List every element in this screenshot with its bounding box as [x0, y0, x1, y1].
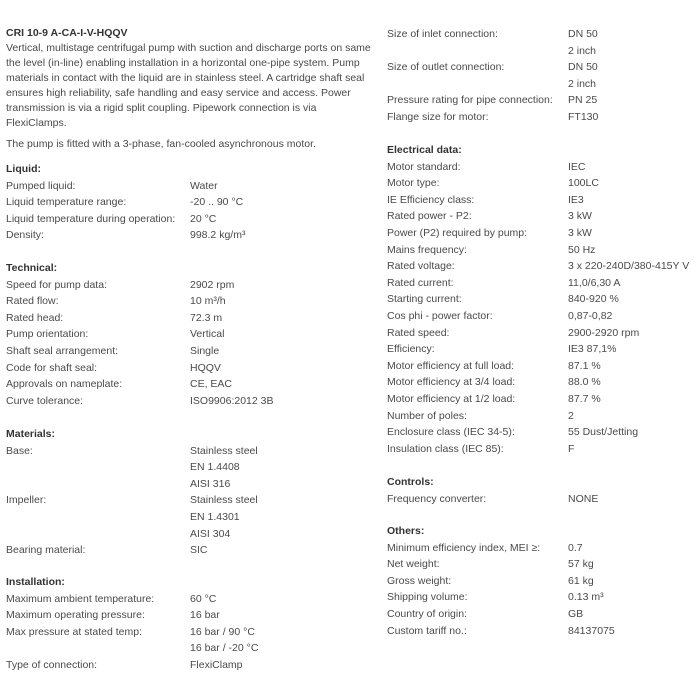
spec-row — [387, 589, 697, 606]
spec-value: PN 25 — [568, 94, 598, 107]
spec-label: Pumped liquid: — [6, 179, 76, 192]
spec-value: 20 °C — [190, 212, 217, 225]
spec-value: Stainless steel — [190, 494, 258, 507]
spec-row — [387, 408, 697, 425]
spec-value: 3 x 220-240D/380-415Y V — [568, 260, 690, 273]
installation-section-title: Installation: — [6, 576, 65, 588]
spec-value: 55 Dust/Jetting — [568, 426, 639, 439]
spec-label: Liquid temperature during operation: — [6, 212, 176, 225]
spec-value-group — [190, 624, 378, 657]
electrical-section-title: Electrical data: — [387, 144, 462, 156]
spec-value: 0.13 m³ — [568, 591, 604, 604]
liquid-section-title: Liquid: — [6, 163, 41, 175]
spec-row — [6, 624, 378, 657]
spec-value: IE3 — [568, 193, 584, 206]
spec-value: EN 1.4301 — [190, 510, 240, 523]
spec-row — [6, 542, 378, 559]
spec-label: Motor efficiency at 1/2 load: — [387, 392, 516, 405]
spec-label: Net weight: — [387, 558, 440, 571]
spec-row — [387, 258, 697, 275]
spec-label: Rated head: — [6, 311, 64, 324]
spec-value: DN 50 — [568, 61, 598, 74]
spec-value: 72.3 m — [190, 311, 223, 324]
spec-value: Vertical — [190, 328, 225, 341]
installation-section — [6, 574, 378, 674]
spec-value: 87.1 % — [568, 359, 601, 372]
spec-value: SIC — [190, 544, 208, 557]
spec-label: Max pressure at stated temp: — [6, 625, 142, 638]
spec-value-group — [568, 26, 697, 59]
spec-label: Motor efficiency at full load: — [387, 359, 515, 372]
spec-row — [6, 443, 378, 493]
spec-row — [6, 178, 378, 195]
spec-label: Flange size for motor: — [387, 110, 489, 123]
spec-label: Motor type: — [387, 177, 440, 190]
spec-value: AISI 316 — [190, 477, 231, 490]
spec-row — [6, 657, 378, 674]
materials-section-title: Materials: — [6, 428, 56, 440]
spec-value: Single — [190, 344, 220, 357]
spec-label: Pump orientation: — [6, 328, 89, 341]
spec-value: 2 — [568, 409, 574, 422]
spec-row — [6, 326, 378, 343]
spec-label: Shipping volume: — [387, 591, 468, 604]
spec-value: CE, EAC — [190, 378, 233, 391]
spec-value: 2902 rpm — [190, 278, 235, 291]
spec-row — [6, 492, 378, 542]
spec-value: 16 bar / 90 °C — [190, 625, 255, 638]
spec-row — [387, 242, 697, 259]
spec-value: FlexiClamp — [190, 658, 243, 671]
spec-row — [6, 591, 378, 608]
product-description: Vertical, multistage centrifugal pump with suction and discharge ports on same the level (in-line) enabling installation in a horizontal one-pipe system. Pump materials in contact with the liquid are in stainless steel. A cartridge shaft seal ensures high reliability, safe handling and easy service and access. Power transmission is via a rigid split coupling. Pipework connection is via FlexiClamps. — [6, 42, 371, 129]
spec-label: Custom tariff no.: — [387, 624, 467, 637]
spec-row — [387, 491, 697, 508]
spec-row — [6, 277, 378, 294]
spec-row — [387, 424, 697, 441]
spec-row — [6, 607, 378, 624]
spec-label: Rated current: — [387, 276, 454, 289]
spec-row — [6, 293, 378, 310]
spec-label: Size of outlet connection: — [387, 61, 505, 74]
spec-label: Enclosure class (IEC 34-5): — [387, 426, 515, 439]
spec-value: 10 m³/h — [190, 295, 226, 308]
spec-label: IE Efficiency class: — [387, 193, 475, 206]
spec-value: Stainless steel — [190, 444, 258, 457]
spec-row — [387, 358, 697, 375]
others-section-title: Others: — [387, 525, 425, 537]
spec-value-group — [190, 443, 378, 493]
spec-label: Type of connection: — [6, 658, 98, 671]
spec-row — [387, 556, 697, 573]
spec-row — [6, 343, 378, 360]
spec-label: Number of poles: — [387, 409, 467, 422]
spec-value: AISI 304 — [190, 527, 231, 540]
spec-row — [387, 192, 697, 209]
spec-row — [387, 159, 697, 176]
spec-label: Density: — [6, 229, 44, 242]
spec-value: 998.2 kg/m³ — [190, 229, 246, 242]
motor-note: The pump is fitted with a 3-phase, fan-cooled asynchronous motor. — [6, 138, 316, 150]
spec-row — [387, 623, 697, 640]
spec-value: 87.7 % — [568, 392, 601, 405]
spec-row — [387, 341, 697, 358]
spec-row — [387, 573, 697, 590]
spec-row — [387, 208, 697, 225]
spec-label: Liquid temperature range: — [6, 196, 127, 209]
spec-row — [387, 540, 697, 557]
spec-row — [6, 360, 378, 377]
connections-section — [387, 26, 697, 126]
spec-row — [387, 325, 697, 342]
spec-label: Bearing material: — [6, 544, 86, 557]
spec-label: Motor efficiency at 3/4 load: — [387, 376, 516, 389]
spec-label: Pressure rating for pipe connection: — [387, 94, 553, 107]
spec-label: Mains frequency: — [387, 243, 467, 256]
spec-label: Curve tolerance: — [6, 394, 84, 407]
spec-value: 2 inch — [568, 44, 597, 57]
spec-value-group — [568, 59, 697, 92]
spec-value: NONE — [568, 492, 599, 505]
spec-value-group — [190, 492, 378, 542]
spec-value: 840-920 % — [568, 293, 619, 306]
spec-value: 88.0 % — [568, 376, 601, 389]
spec-label: Maximum ambient temperature: — [6, 592, 155, 605]
spec-row — [6, 310, 378, 327]
spec-label: Efficiency: — [387, 343, 435, 356]
spec-label: Code for shaft seal: — [6, 361, 98, 374]
spec-row — [387, 59, 697, 92]
liquid-section — [6, 161, 378, 244]
spec-label: Speed for pump data: — [6, 278, 107, 291]
spec-row — [387, 441, 697, 458]
spec-value: 50 Hz — [568, 243, 596, 256]
spec-row — [6, 393, 378, 410]
spec-value: 16 bar / -20 °C — [190, 642, 259, 655]
spec-value: ISO9906:2012 3B — [190, 394, 274, 407]
technical-section-title: Technical: — [6, 262, 58, 274]
spec-row — [387, 291, 697, 308]
spec-value: GB — [568, 607, 584, 620]
spec-row — [387, 92, 697, 109]
spec-label: Rated flow: — [6, 295, 59, 308]
spec-value: 3 kW — [568, 210, 592, 223]
spec-row — [387, 26, 697, 59]
spec-row — [6, 211, 378, 228]
spec-row — [6, 227, 378, 244]
spec-value: 2900-2920 rpm — [568, 326, 640, 339]
spec-label: Motor standard: — [387, 160, 461, 173]
spec-value: DN 50 — [568, 28, 598, 40]
spec-row — [387, 391, 697, 408]
spec-label: Country of origin: — [387, 607, 467, 620]
spec-label: Frequency converter: — [387, 492, 487, 505]
spec-value: IE3 87,1% — [568, 343, 617, 356]
spec-label: Rated voltage: — [387, 260, 455, 273]
spec-value: 84137075 — [568, 624, 615, 637]
spec-row — [387, 175, 697, 192]
product-title: CRI 10-9 A-CA-I-V-HQQV — [6, 27, 128, 39]
spec-label: Gross weight: — [387, 574, 452, 587]
controls-section-title: Controls: — [387, 476, 434, 488]
spec-label: Power (P2) required by pump: — [387, 226, 528, 239]
spec-value: 60 °C — [190, 592, 217, 605]
spec-label: Shaft seal arrangement: — [6, 344, 119, 357]
spec-value: 0,87-0,82 — [568, 309, 613, 322]
spec-label: Insulation class (IEC 85): — [387, 442, 504, 455]
spec-value: 11,0/6,30 A — [568, 276, 621, 289]
spec-label: Maximum operating pressure: — [6, 609, 145, 622]
spec-row — [387, 374, 697, 391]
others-section — [387, 523, 697, 639]
spec-row — [387, 109, 697, 126]
spec-label: Impeller: — [6, 494, 47, 507]
spec-label: Base: — [6, 444, 33, 457]
spec-row — [6, 376, 378, 393]
spec-value: 0.7 — [568, 541, 583, 554]
electrical-section — [387, 142, 697, 457]
spec-label: Rated power - P2: — [387, 210, 472, 223]
spec-label: Starting current: — [387, 293, 462, 306]
spec-value: 57 kg — [568, 558, 594, 571]
spec-value: -20 .. 90 °C — [190, 196, 244, 209]
controls-section — [387, 474, 697, 507]
spec-row — [387, 225, 697, 242]
spec-value: FT130 — [568, 110, 599, 123]
spec-label: Size of inlet connection: — [387, 28, 498, 40]
spec-label: Rated speed: — [387, 326, 450, 339]
spec-row — [387, 275, 697, 292]
technical-section — [6, 260, 378, 409]
spec-label: Cos phi - power factor: — [387, 309, 493, 322]
spec-label: Approvals on nameplate: — [6, 378, 123, 391]
spec-row — [6, 194, 378, 211]
spec-row — [387, 308, 697, 325]
spec-value: 16 bar — [190, 609, 220, 622]
spec-value: 100LC — [568, 177, 599, 190]
spec-value: 2 inch — [568, 77, 597, 90]
spec-value: Water — [190, 179, 218, 192]
spec-value: 3 kW — [568, 226, 592, 239]
spec-value: 61 kg — [568, 574, 594, 587]
spec-value: F — [568, 442, 575, 455]
spec-row — [387, 606, 697, 623]
spec-value: EN 1.4408 — [190, 461, 240, 474]
spec-value: HQQV — [190, 361, 221, 374]
spec-value: IEC — [568, 160, 586, 173]
spec-label: Minimum efficiency index, MEI ≥: — [387, 541, 541, 554]
materials-section — [6, 426, 378, 559]
